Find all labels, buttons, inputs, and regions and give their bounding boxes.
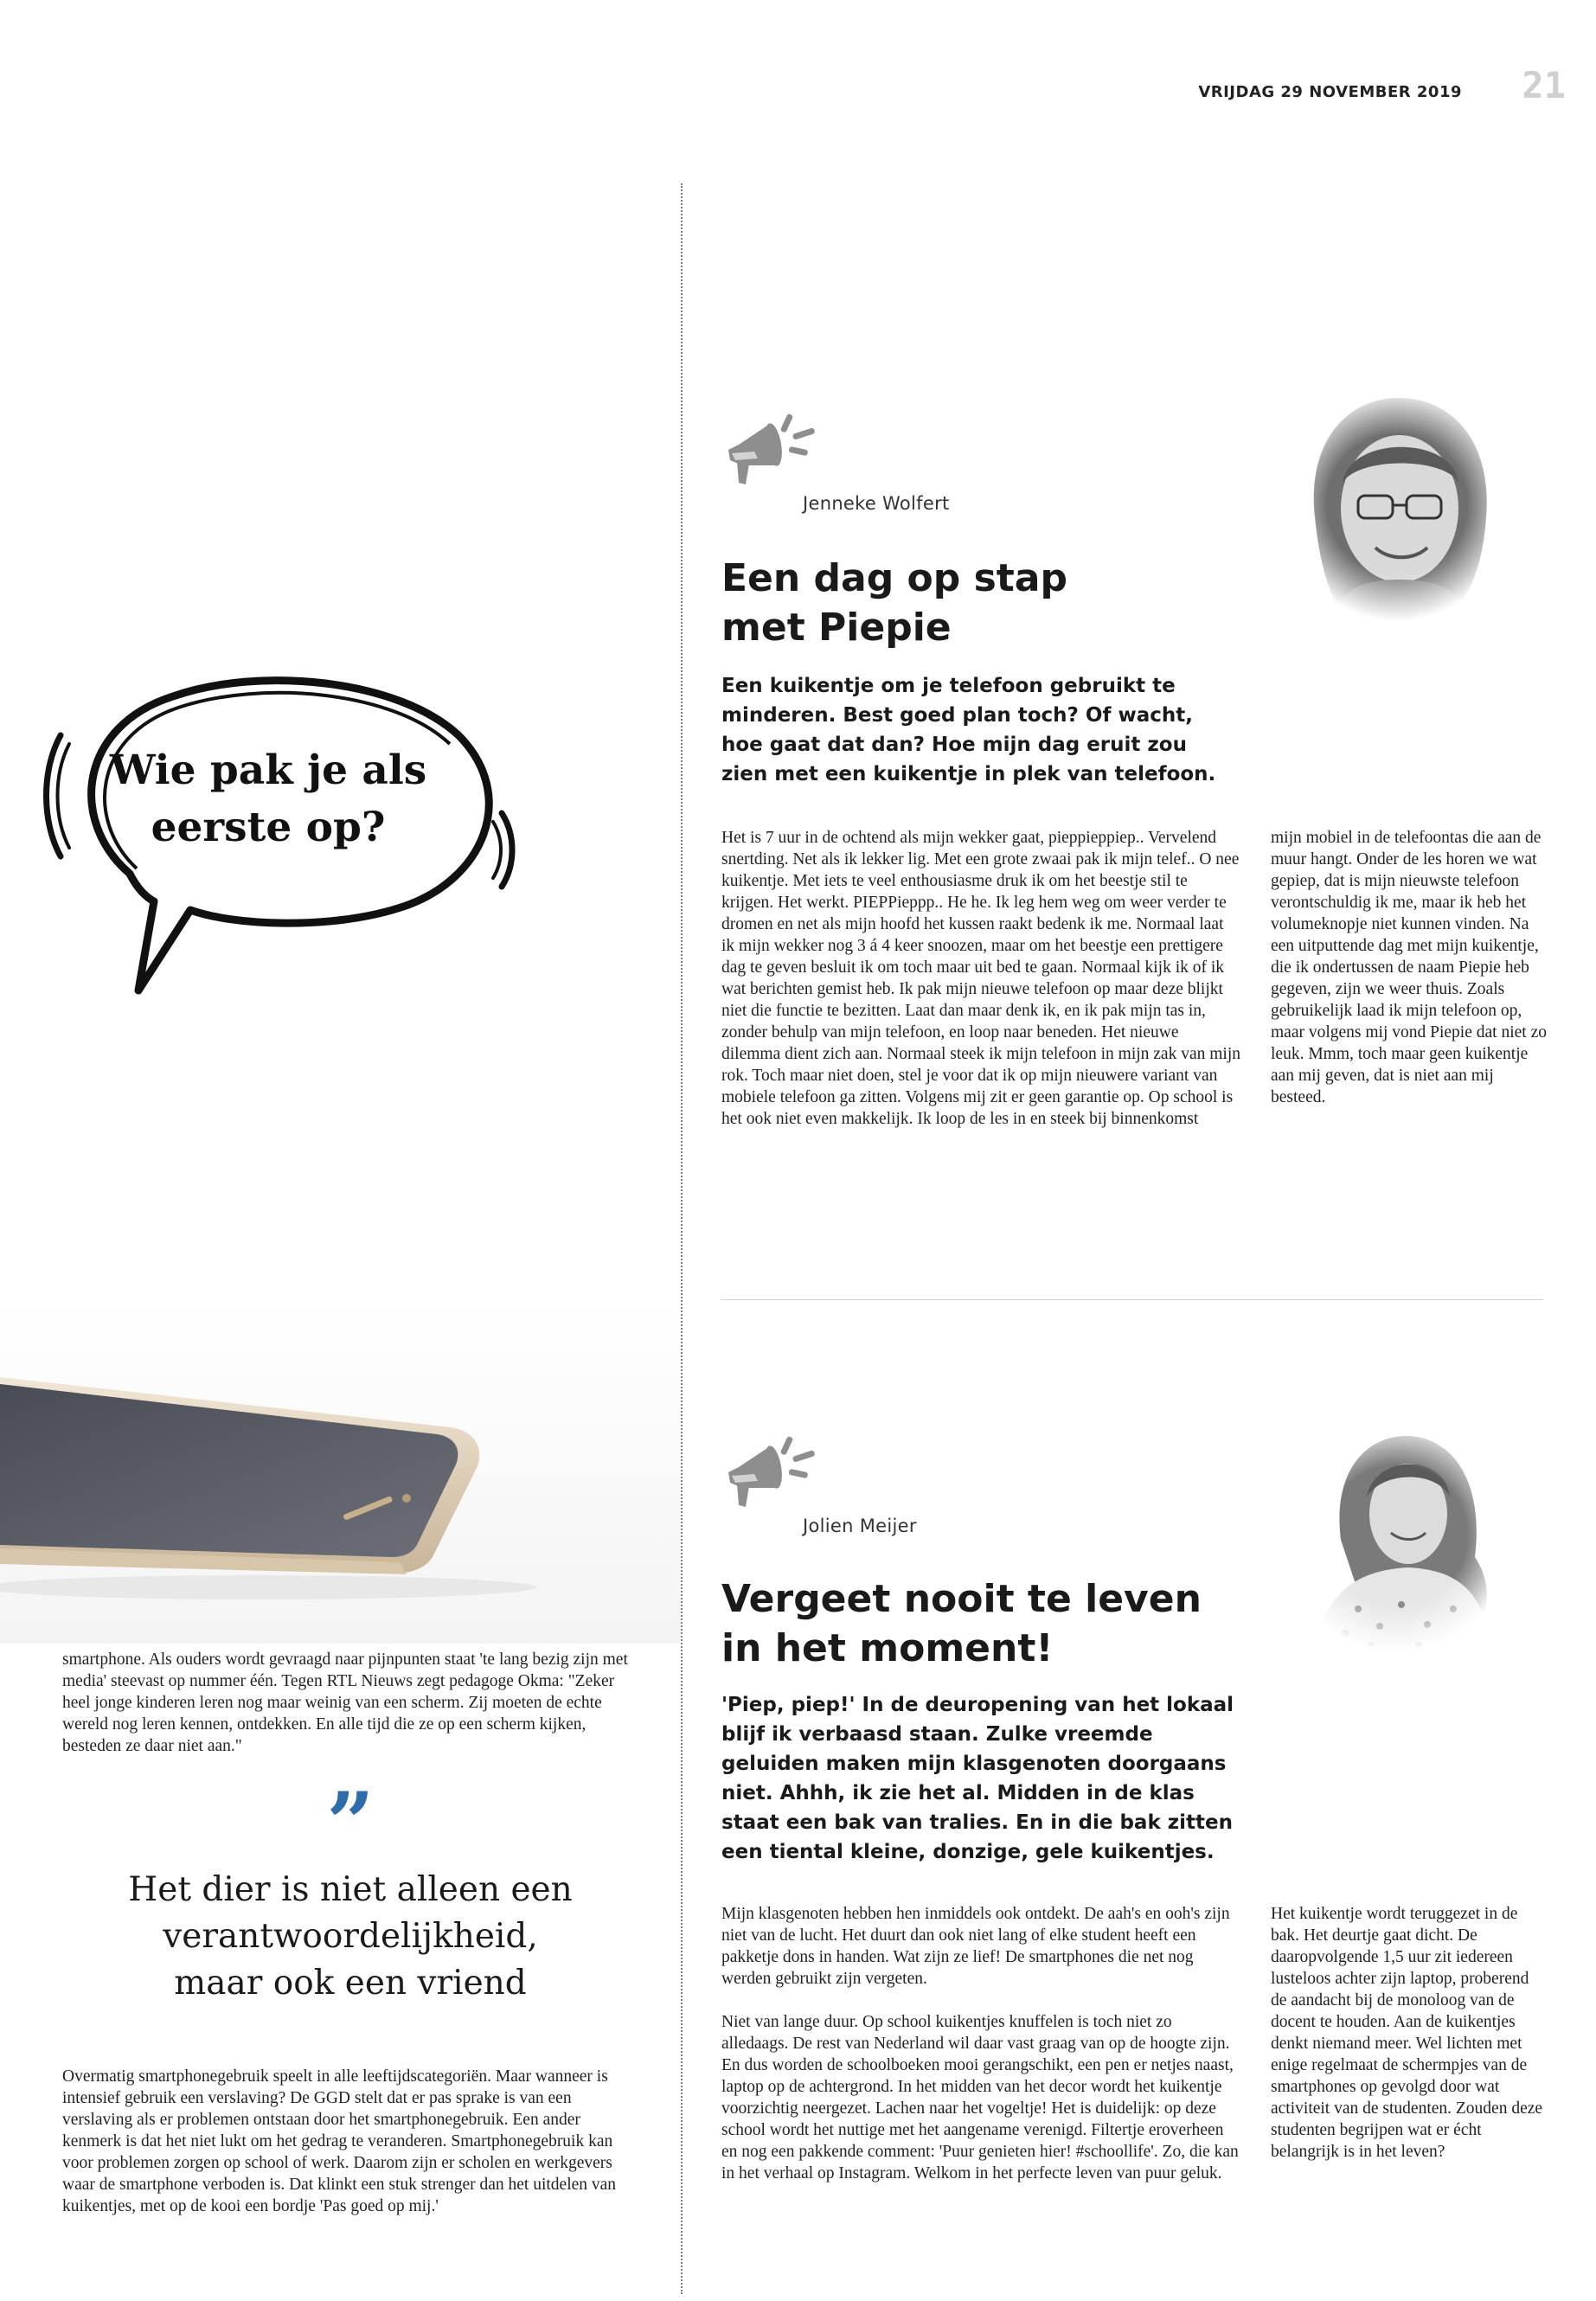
article1-column-1: Het is 7 uur in de ochtend als mijn wekker gaat, pieppieppiep.. Vervelend snertding. Net als ik lekker lig. Met een grote zwaai pak ik mijn telef.. O nee kuikentje. Met iets te veel enthousiasme druk ik om het beestje stil te krijgen. Het werkt. PIEPPieppp.. He he. Ik leg hem weg om weer verder te dromen en net als mijn hoofd het kussen raakt bedenk ik me. Normaal laat ik mijn wekker nog 3 á 4 keer snoozen, maar om het beestje een prettigere dag te geven besluit ik om toch maar uit bed te gaan. Normaal kijk ik of ik wat berichten gemist heb. Ik pak mijn nieuwe telefoon op maar deze blijkt niet die functie te bezitten. Laat dan maar denk ik, en ik pak mijn tas in, zonder behulp van mijn telefoon, en loop naar beneden. Het nieuwe dilemma dient zich aan. Normaal steek ik mijn telefoon in mijn zak van mijn rok. Toch maar niet doen, stel je voor dat ik op mijn nieuwere variant van mobiele telefoon ga zitten. Volgens mij zit er geen garantie op. Op school is het ook niet even makkelijk. Ik loop de les in en steek bij binnenkomst <box>721 829 1240 1128</box>
quote-mark-icon: ” <box>326 1774 375 1872</box>
article1-title <box>721 554 1275 652</box>
author-portrait-jenneke <box>1280 388 1514 621</box>
article2-title-line-1: Vergeet nooit te leven <box>721 1577 1202 1621</box>
pull-quote-line-1: Het dier is niet alleen een <box>128 1870 573 1909</box>
article2-column-1 <box>721 1903 1240 2206</box>
column-divider <box>681 183 683 2294</box>
megaphone-icon <box>720 1427 824 1522</box>
article2-column-1-paragraph-2: Niet van lange duur. Op school kuikentjes knuffelen is toch niet zo alledaags. De rest van Nederland wil daar vast graag van op de hoogte zijn. En dus worden de schoolboeken mooi gerangschikt, een pen er netjes naast, laptop op de achtergrond. In het midden van het decor wordt het kuikentje voorzichtig neergezet. Lachen naar het vogeltje! Het is duidelijk: op deze school wordt het nuttige met het aangename verenigd. Filtertje eroverheen en nog een pakkende comment: 'Puur genieten hier! #schoollife'. Zo, die kan in het verhaal op Instagram. Welkom in het perfecte leven van puur geluk. <box>721 2013 1239 2182</box>
author-portrait-jolien <box>1280 1419 1514 1652</box>
left-body-top: smartphone. Als ouders wordt gevraagd naar pijnpunten staat 'te lang bezig zijn met media' steevast op nummer één. Tegen RTL Nieuws zegt pedagoge Okma: "Zeker heel jonge kinderen leren nog maar weinig van een scherm. Zij moeten de echte wereld nog leren kennen, ontdekken. En alle tijd die ze op een scherm kijken, besteden ze daar niet aan." <box>62 1650 628 1755</box>
article1-column-2: mijn mobiel in de telefoontas die aan de muur hangt. Onder de les horen we wat gepiep, dat is mijn nieuwste telefoon verontschuldig ik me, maar ik heb het volumeknopje niet kunnen vinden. Na een uitputtende dag met mijn kuikentje, die ik ondertussen de naam Piepie heb gegeven, zijn we weer thuis. Zoals gebruikelijk laad ik mijn telefoon op, maar volgens mij vond Piepie dat niet zo leuk. Mmm, toch maar geen kuikentje aan mij geven, dat is niet aan mij besteed. <box>1271 829 1547 1106</box>
smartphone-photo <box>0 1298 681 1644</box>
article1-title-line-1: Een dag op stap <box>721 556 1067 600</box>
article-separator <box>721 1299 1543 1300</box>
article2-author: Jolien Meijer <box>803 1516 917 1536</box>
left-body-bottom: Overmatig smartphonegebruik speelt in alle leeftijdscategoriën. Maar wanneer is intensief gebruik een verslaving? De GGD stelt dat er pas sprake is van een verslaving als er problemen ontstaan door het smartphonegebruik. Een ander kenmerk is dat het niet lukt om het gedrag te veranderen. Smartphonegebruik kan voor problemen zorgen op school of werk. Daarom zijn er scholen en werkgevers waar de smartphone verboden is. Dat klinkt een stuk strenger dan het uitdelen van kuikentjes, met op de kooi een bordje 'Pas goed op mij.' <box>62 2067 617 2215</box>
bubble-line-1: Wie pak je als <box>109 747 427 794</box>
article2-title-line-2: in het moment! <box>721 1626 1054 1670</box>
pull-quote-line-2: verantwoordelijkheid, <box>163 1917 538 1956</box>
page-date: VRIJDAG 29 NOVEMBER 2019 <box>1198 83 1462 101</box>
pull-quote <box>61 1867 640 2007</box>
article1-title-line-2: met Piepie <box>721 606 952 650</box>
article2-lead: 'Piep, piep!' In de deuropening van het lokaal blijf ik verbaasd staan. Zulke vreemde geluiden maken mijn klasgenoten doorgaans niet. Ahhh, ik zie het al. Midden in de klas staat een bak van tralies. En in die bak zitten een tiental kleine, donzige, gele kuikentjes. <box>721 1694 1234 1863</box>
page-number: 21 <box>1522 64 1566 106</box>
article2-title <box>721 1574 1275 1673</box>
article1-author: Jenneke Wolfert <box>803 493 950 514</box>
article2-column-2: Het kuikentje wordt teruggezet in de bak. Het deurtje gaat dicht. De daaropvolgende 1,5 uur zit iedereen lusteloos achter zijn laptop, proberend de aandacht bij de monoloog van de docent te houden. Aan de kuikentjes denkt niemand meer. Wel lichten met enige regelmaat de schermpjes van de smartphones op gevolgd door wat activiteit van de studenten. Zouden deze studenten begrijpen wat er écht belangrijk is in het leven? <box>1271 1905 1543 2161</box>
bubble-question <box>95 742 441 856</box>
article1-lead: Een kuikentje om je telefoon gebruikt te minderen. Best goed plan toch? Of wacht, hoe gaat dat dan? Hoe mijn dag eruit zou zien met een kuikentje in plek van telefoon. <box>721 675 1216 785</box>
pull-quote-line-3: maar ook een vriend <box>174 1964 527 2003</box>
bubble-line-2: eerste op? <box>151 804 386 851</box>
megaphone-icon <box>720 405 824 500</box>
article2-column-1-paragraph-1: Mijn klasgenoten hebben hen inmiddels ook ontdekt. De aah's en ooh's zijn niet van de lucht. Het duurt dan ook niet lang of elke student heeft een pakketje dons in handen. Wat zijn ze lief! De smartphones die net nog werden gebruikt zijn vergeten. <box>721 1905 1230 1988</box>
